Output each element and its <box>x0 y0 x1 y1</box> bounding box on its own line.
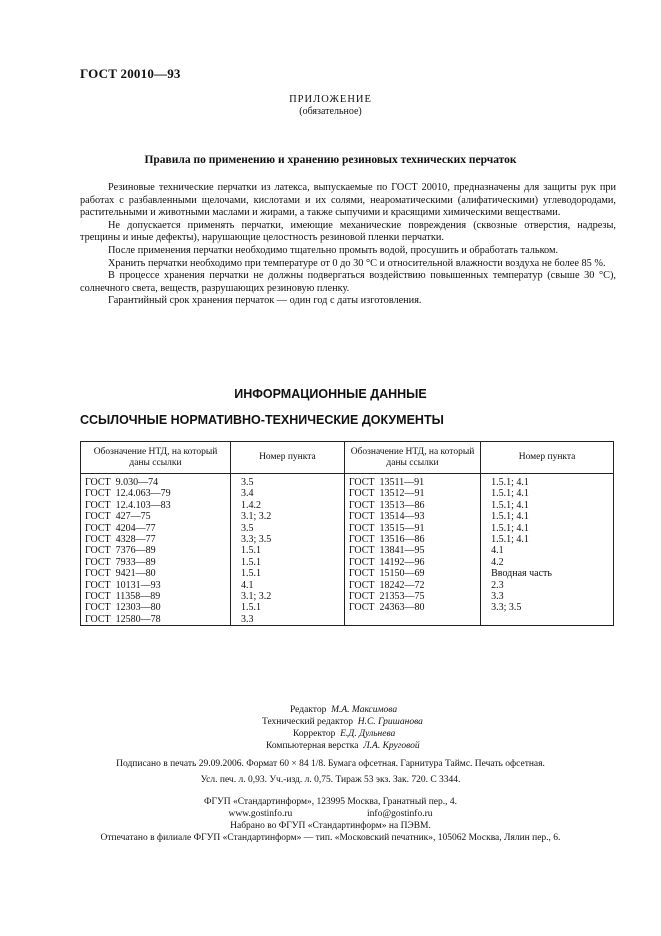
table-row <box>81 568 614 579</box>
rules-body <box>80 182 616 308</box>
ntd-designation-cell <box>344 614 480 626</box>
clause-number-cell: 4.1 <box>481 545 614 556</box>
credit-layout <box>266 741 420 751</box>
ntd-designation-cell: ГОСТ 7376—89 <box>81 545 231 556</box>
rules-paragraph: Не допускается применять перчатки, имеющие механические повреждения (сквозные отверстия, надрезы, трещины и иные дефекты), нарушающие целостность резиновой пленки перчатки. <box>80 219 616 244</box>
references-title: ССЫЛОЧНЫЕ НОРМАТИВНО-ТЕХНИЧЕСКИЕ ДОКУМЕНТЫ <box>80 413 444 427</box>
ntd-designation-cell: ГОСТ 13514—93 <box>344 511 480 522</box>
rules-title: Правила по применению и хранению резиновых технических перчаток <box>144 154 517 166</box>
ntd-designation-cell: ГОСТ 10131—93 <box>81 580 231 591</box>
credit-editor <box>290 705 397 715</box>
credit-name: Е.Д. Дульнева <box>340 729 396 739</box>
clause-number-cell: 1.5.1 <box>230 557 344 568</box>
ntd-designation-cell: ГОСТ 24363—80 <box>344 602 480 613</box>
imprint-email: info@gostinfo.ru <box>367 809 433 819</box>
table-row <box>81 591 614 602</box>
clause-number-cell: 2.3 <box>481 580 614 591</box>
clause-number-cell: 3.3; 3.5 <box>481 602 614 613</box>
column-header: Номер пункта <box>230 442 344 474</box>
clause-number-cell: 1.5.1; 4.1 <box>481 488 614 499</box>
ntd-designation-cell: ГОСТ 12.4.063—79 <box>81 488 231 499</box>
credit-role: Компьютерная верстка <box>266 741 359 751</box>
clause-number-cell: 4.1 <box>230 580 344 591</box>
clause-number-cell: 1.5.1; 4.1 <box>481 534 614 545</box>
print-info-line-1: Подписано в печать 29.09.2006. Формат 60 × 84 1/8. Бумага офсетная. Гарнитура Таймс. Печать офсетная. <box>116 759 545 769</box>
ntd-designation-cell: ГОСТ 12.4.103—83 <box>81 500 231 511</box>
rules-paragraph: Резиновые технические перчатки из латекса, выпускаемые по ГОСТ 20010, предназначены для защиты рук при работах с разбавленными щелочами, кислотами и их солями, неароматическими (алифатическими) углеводородами, растительными и животными маслами и жирами, а также сыпучими и красящими химическими веществами. <box>80 182 616 219</box>
credit-name: Л.А. Круговой <box>363 741 420 751</box>
clause-number-cell: 1.5.1; 4.1 <box>481 511 614 522</box>
appendix-title: ПРИЛОЖЕНИЕ <box>289 94 372 105</box>
clause-number-cell: 1.5.1; 4.1 <box>481 500 614 511</box>
ntd-designation-cell: ГОСТ 21353—75 <box>344 591 480 602</box>
rules-paragraph: В процессе хранения перчатки не должны подвергаться воздействию повышенных температур (свыше 30 °С), солнечного света, веществ, разрушающих резиновую пленку. <box>80 270 616 294</box>
column-header: Номер пункта <box>481 442 614 474</box>
clause-number-cell: 3.4 <box>230 488 344 499</box>
clause-number-cell: 3.5 <box>230 523 344 534</box>
clause-number-cell: 3.1; 3.2 <box>230 591 344 602</box>
ntd-designation-cell: ГОСТ 13841—95 <box>344 545 480 556</box>
ntd-designation-cell: ГОСТ 9421—80 <box>81 568 231 579</box>
references-table <box>80 441 614 626</box>
table-row <box>81 580 614 591</box>
ntd-designation-cell: ГОСТ 14192—96 <box>344 557 480 568</box>
credit-name: Н.С. Гришанова <box>357 717 423 727</box>
imprint-contacts <box>0 809 661 819</box>
table-row <box>81 545 614 556</box>
clause-number-cell: 1.5.1 <box>230 602 344 613</box>
clause-number-cell: 1.5.1 <box>230 545 344 556</box>
rules-paragraph: После применения перчатки необходимо тщательно промыть водой, просушить и обработать тальком. <box>108 244 559 256</box>
ntd-designation-cell: ГОСТ 13513—86 <box>344 500 480 511</box>
credit-role: Редактор <box>290 705 327 715</box>
ntd-designation-cell: ГОСТ 4204—77 <box>81 523 231 534</box>
table-header-row <box>81 442 614 474</box>
credit-role: Корректор <box>293 729 336 739</box>
clause-number-cell: 3.3; 3.5 <box>230 534 344 545</box>
print-info-line-2: Усл. печ. л. 0,93. Уч.-изд. л. 0,75. Тираж 53 экз. Зак. 720. С 3344. <box>200 775 461 785</box>
credit-tech-editor <box>262 717 423 727</box>
clause-number-cell: Вводная часть <box>481 568 614 579</box>
ntd-designation-cell: ГОСТ 18242—72 <box>344 580 480 591</box>
ntd-designation-cell: ГОСТ 13516—86 <box>344 534 480 545</box>
info-title: ИНФОРМАЦИОННЫЕ ДАННЫЕ <box>234 387 427 401</box>
clause-number-cell: 1.5.1 <box>230 568 344 579</box>
clause-number-cell: 3.3 <box>230 614 344 626</box>
table-row <box>81 500 614 511</box>
clause-number-cell: 3.1; 3.2 <box>230 511 344 522</box>
ntd-designation-cell: ГОСТ 7933—89 <box>81 557 231 568</box>
clause-number-cell: 1.5.1; 4.1 <box>481 474 614 489</box>
clause-number-cell: 1.5.1; 4.1 <box>481 523 614 534</box>
references-table-body <box>81 474 614 626</box>
table-row <box>81 523 614 534</box>
appendix-subtitle: (обязательное) <box>299 106 362 117</box>
ntd-designation-cell: ГОСТ 9.030—74 <box>81 474 231 489</box>
clause-number-cell: 3.3 <box>481 591 614 602</box>
clause-number-cell: 4.2 <box>481 557 614 568</box>
ntd-designation-cell: ГОСТ 13511—91 <box>344 474 480 489</box>
table-row <box>81 614 614 626</box>
ntd-designation-cell: ГОСТ 13512—91 <box>344 488 480 499</box>
ntd-designation-cell: ГОСТ 13515—91 <box>344 523 480 534</box>
imprint-printed: Отпечатано в филиале ФГУП «Стандартинформ» — тип. «Московский печатник», 105062 Москва, Лялин пер., 6. <box>100 833 561 843</box>
rules-paragraph: Гарантийный срок хранения перчаток — один год с даты изготовления. <box>108 295 422 307</box>
rules-paragraph: Хранить перчатки необходимо при температуре от 0 до 30 °С и относительной влажности воздуха не более 85 %. <box>108 257 606 269</box>
ntd-designation-cell: ГОСТ 15150—69 <box>344 568 480 579</box>
clause-number-cell: 1.4.2 <box>230 500 344 511</box>
table-row <box>81 511 614 522</box>
ntd-designation-cell: ГОСТ 427—75 <box>81 511 231 522</box>
ntd-designation-cell: ГОСТ 4328—77 <box>81 534 231 545</box>
table-row <box>81 602 614 613</box>
credit-corrector <box>293 729 395 739</box>
table-row <box>81 474 614 489</box>
table-row <box>81 534 614 545</box>
credit-name: М.А. Максимова <box>331 705 398 715</box>
credit-role: Технический редактор <box>262 717 353 727</box>
ntd-designation-cell: ГОСТ 11358—89 <box>81 591 231 602</box>
document-header: ГОСТ 20010—93 <box>80 66 181 81</box>
clause-number-cell <box>481 614 614 626</box>
imprint-website: www.gostinfo.ru <box>228 809 293 819</box>
ntd-designation-cell: ГОСТ 12580—78 <box>81 614 231 626</box>
column-header: Обозначение НТД, на который даны ссылки <box>344 442 480 474</box>
imprint-address: ФГУП «Стандартинформ», 123995 Москва, Гранатный пер., 4. <box>203 797 458 807</box>
column-header: Обозначение НТД, на который даны ссылки <box>81 442 231 474</box>
table-row <box>81 557 614 568</box>
ntd-designation-cell: ГОСТ 12303—80 <box>81 602 231 613</box>
imprint-typeset: Набрано во ФГУП «Стандартинформ» на ПЭВМ. <box>230 821 431 831</box>
clause-number-cell: 3.5 <box>230 474 344 489</box>
table-row <box>81 488 614 499</box>
